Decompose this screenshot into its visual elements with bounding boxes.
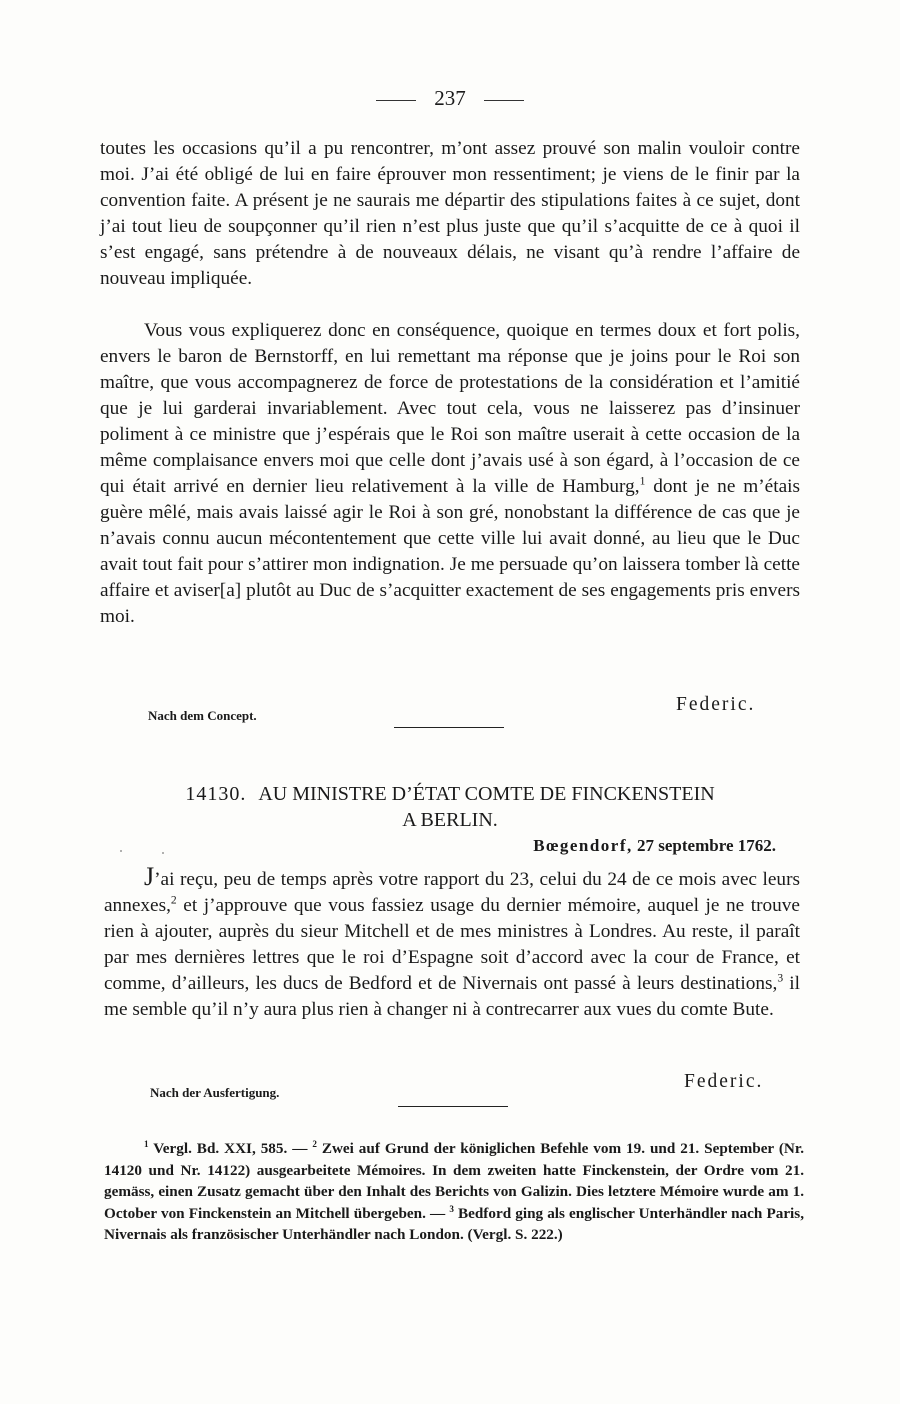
dropcap-letter: J bbox=[144, 862, 155, 891]
source-note-ausfertigung: Nach der Ausfertigung. bbox=[150, 1085, 280, 1100]
footnote-ref-1: 1 bbox=[639, 474, 646, 488]
footnote-3-text: Bedford ging als englischer Unterhändler nach Paris, Nivernais als französischer Unterhändler nach London. (Vergl. S. 222.) bbox=[104, 1204, 804, 1243]
dateline-place: Bœgendorf, bbox=[533, 836, 633, 855]
section-divider-2 bbox=[398, 1106, 508, 1107]
letter-body-text-b: et j’approuve que vous fassiez usage du dernier mémoire, auquel je ne trouve rien à ajouter, auprès du sieur Mitchell et de mes ministres à Londres. Au reste, il paraît par mes dernières lettres que le roi d’Espagne soit d’accord avec la cour de France, et comme, d’ailleurs, les ducs de Bedford et de Nivernais ont passé à leurs destinations, bbox=[104, 895, 800, 994]
letter-body bbox=[104, 864, 800, 1023]
paragraph-2-text-b: dont je ne m’étais guère mêlé, mais avais laissé agir le Roi à son gré, nonobstant la différence de cas que je n’avais connu aucun mécontentement que cette ville lui avait donné, au lieu que le Duc avait tout fait pour s’attirer mon indignation. Je me persuade qu’on laissera tomber là cette affaire et aviser[a] plutôt au Duc de s’acquitter exactement de ses engagements pris envers moi. bbox=[100, 476, 800, 627]
letter-end-paragraph-2 bbox=[100, 318, 800, 630]
scan-speck bbox=[162, 852, 164, 854]
heading-line-2: A BERLIN. bbox=[402, 809, 498, 831]
letter-number: 14130. bbox=[185, 783, 247, 805]
letter-heading bbox=[100, 781, 800, 833]
footnote-ref-3: 3 bbox=[777, 971, 784, 985]
dateline bbox=[533, 836, 776, 856]
letter-body-text-a: ’ai reçu, peu de temps après votre rapport du 23, celui du 24 de ce mois avec leurs annexes, bbox=[104, 869, 800, 916]
source-note-concept: Nach dem Concept. bbox=[148, 708, 257, 723]
header-rule-left bbox=[376, 100, 416, 101]
paragraph-2-text-a: Vous vous expliquerez donc en conséquence, quoique en termes doux et fort polis, envers le baron de Bernstorff, en lui remettant ma réponse que je joins pour le Roi son maître, que vous accompagnerez de force de protestations de la considération et l’amitié que je lui garderai invariablement. Avec tout cela, vous ne laisserez pas d’insinuer poliment à ce ministre que j’espérais que le Roi son maître userait à cette occasion de la même complaisance envers moi que celle dont j’avais usé à son égard, à l’occasion de ce qui était arrivé en dernier lieu relativement à la ville de Hamburg, bbox=[100, 320, 800, 497]
letter-body-text-c: il me semble qu’il n’y aura plus rien à changer ni à contrecarrer aux vues du comte Bute. bbox=[104, 973, 800, 1020]
heading-line-1: AU MINISTRE D’ÉTAT COMTE DE FINCKENSTEIN bbox=[258, 783, 715, 805]
section-divider-1 bbox=[394, 727, 504, 728]
footnote-mark-3: 3 bbox=[449, 1203, 454, 1214]
header-rule-right bbox=[484, 100, 524, 101]
footnote-2-text: Zwei auf Grund der königlichen Befehle vom 19. und 21. September (Nr. 14120 und Nr. 14122) ausgearbeitete Mémoires. In dem zweiten hatte Finckenstein, der Ordre vom 21. gemäss, einen Zusatz gemacht über den Inhalt des Berichts von Galizin. Dies letztere Mémoire wurde am 1. October von Finckenstein an Mitchell übergeben. — bbox=[104, 1140, 804, 1222]
letter-end-paragraph-1: toutes les occasions qu’il a pu rencontrer, m’ont assez prouvé son malin vouloir contre moi. J’ai été obligé de lui en faire éprouver mon ressentiment; je viens de le finir par la convention faite. A présent je ne saurais me départir des stipulations faites à ce sujet, dont j’ai tout lieu de soupçonner qu’il rien n’est plus juste que qu’il s’acquitte de ce à quoi il s’est engagé, sans prétendre à de nouveaux délais, ne visant qu’à rendre l’affaire de nouveau impliquée. bbox=[100, 138, 800, 289]
footnote-1-text: Vergl. Bd. XXI, 585. — bbox=[148, 1140, 313, 1157]
signature-federic-1: Federic. bbox=[676, 694, 756, 715]
page-header bbox=[0, 86, 900, 111]
page-number: 237 bbox=[434, 86, 466, 110]
footnote-mark-1: 1 bbox=[144, 1138, 149, 1149]
dateline-date: 27 septembre 1762. bbox=[637, 836, 776, 855]
footnote-mark-2: 2 bbox=[312, 1138, 317, 1149]
signature-federic-2: Federic. bbox=[684, 1071, 764, 1092]
scan-speck bbox=[120, 850, 122, 852]
footnotes bbox=[104, 1138, 804, 1246]
footnote-ref-2: 2 bbox=[170, 893, 177, 907]
